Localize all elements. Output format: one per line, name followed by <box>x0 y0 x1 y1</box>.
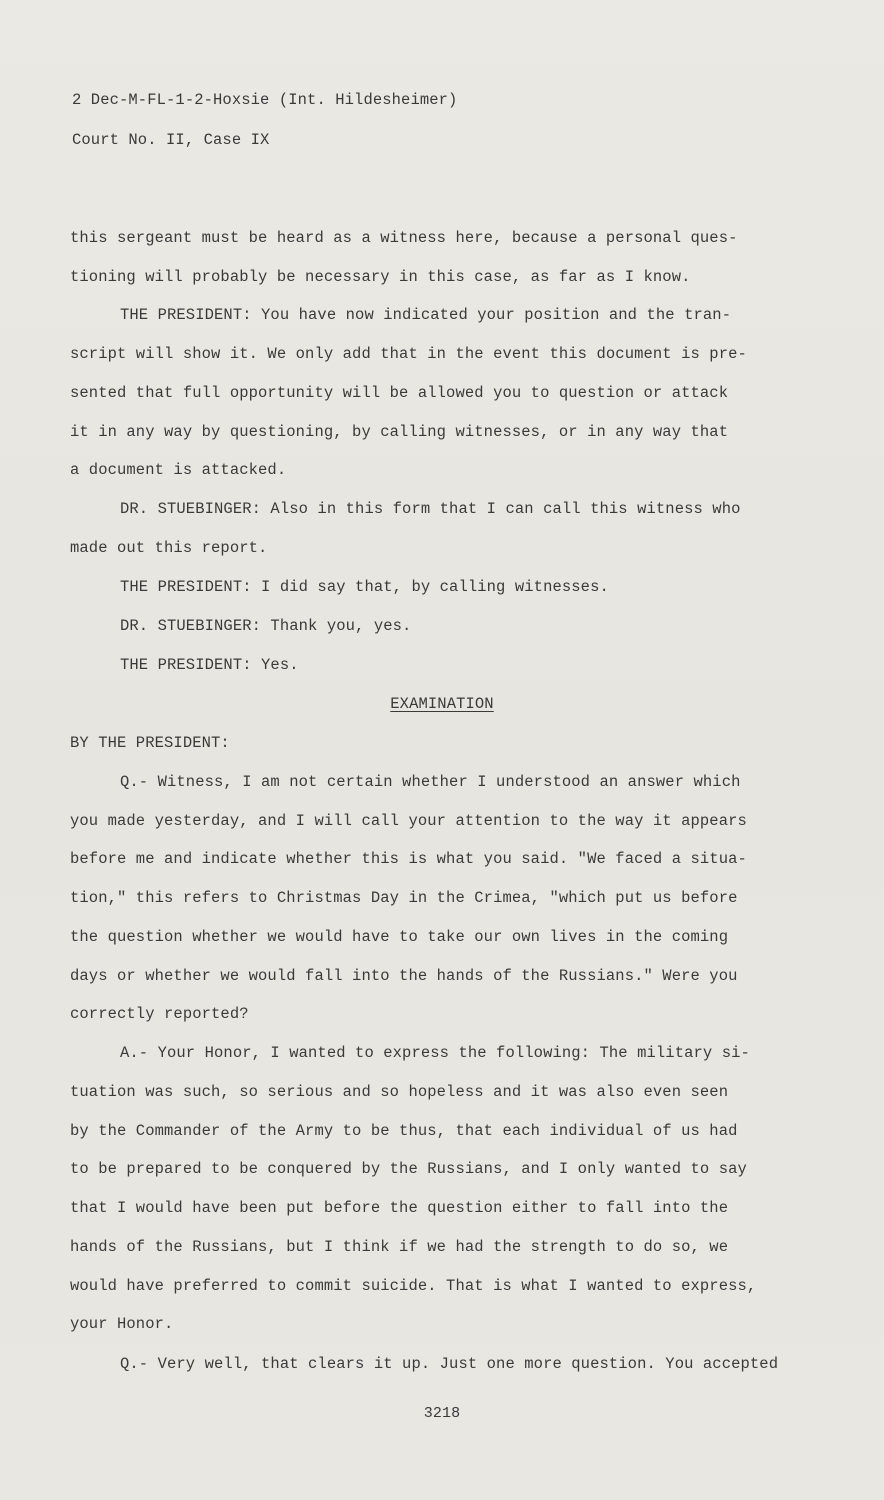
text-line: before me and indicate whether this is what you said. "We faced a situa- <box>70 850 747 868</box>
text-line: by the Commander of the Army to be thus, that each individual of us had <box>70 1122 738 1140</box>
text-line: tioning will probably be necessary in this case, as far as I know. <box>70 268 691 286</box>
text-line: A.- Your Honor, I wanted to express the following: The military si- <box>120 1044 750 1062</box>
text-line: a document is attacked. <box>70 461 287 479</box>
text-line: tion," this refers to Christmas Day in the Crimea, "which put us before <box>70 889 738 907</box>
header-court: Court No. II, Case IX <box>72 131 270 149</box>
page-number: 3218 <box>423 1405 461 1422</box>
text-line: that I would have been put before the question either to fall into the <box>70 1199 729 1217</box>
text-line: script will show it. We only add that in the event this document is pre- <box>70 345 747 363</box>
text-line: sented that full opportunity will be allowed you to question or attack <box>70 384 729 402</box>
text-line: your Honor. <box>70 1315 174 1333</box>
text-line: would have preferred to commit suicide. That is what I wanted to express, <box>70 1277 757 1295</box>
text-line: DR. STUEBINGER: Also in this form that I can call this witness who <box>120 500 741 518</box>
text-line: it in any way by questioning, by calling witnesses, or in any way that <box>70 423 729 441</box>
text-line: Q.- Very well, that clears it up. Just one more question. You accepted <box>120 1355 779 1373</box>
header-case-reference: 2 Dec-M-FL-1-2-Hoxsie (Int. Hildesheimer) <box>72 91 458 109</box>
text-line: this sergeant must be heard as a witness here, because a personal ques- <box>70 229 738 247</box>
text-line: THE PRESIDENT: I did say that, by calling witnesses. <box>120 578 609 596</box>
text-line: you made yesterday, and I will call your attention to the way it appears <box>70 812 747 830</box>
text-line: BY THE PRESIDENT: <box>70 734 230 752</box>
text-line: made out this report. <box>70 539 268 557</box>
text-line: days or whether we would fall into the hands of the Russians." Were you <box>70 967 738 985</box>
text-line: hands of the Russians, but I think if we had the strength to do so, we <box>70 1238 729 1256</box>
section-heading: EXAMINATION <box>390 695 494 713</box>
text-line: to be prepared to be conquered by the Russians, and I only wanted to say <box>70 1160 747 1178</box>
text-line: Q.- Witness, I am not certain whether I understood an answer which <box>120 773 741 791</box>
text-line: THE PRESIDENT: Yes. <box>120 656 299 674</box>
text-line: correctly reported? <box>70 1005 249 1023</box>
text-line: DR. STUEBINGER: Thank you, yes. <box>120 617 412 635</box>
text-line: THE PRESIDENT: You have now indicated your position and the tran- <box>120 306 732 324</box>
text-line: the question whether we would have to take our own lives in the coming <box>70 928 729 946</box>
text-line: tuation was such, so serious and so hopeless and it was also even seen <box>70 1083 729 1101</box>
